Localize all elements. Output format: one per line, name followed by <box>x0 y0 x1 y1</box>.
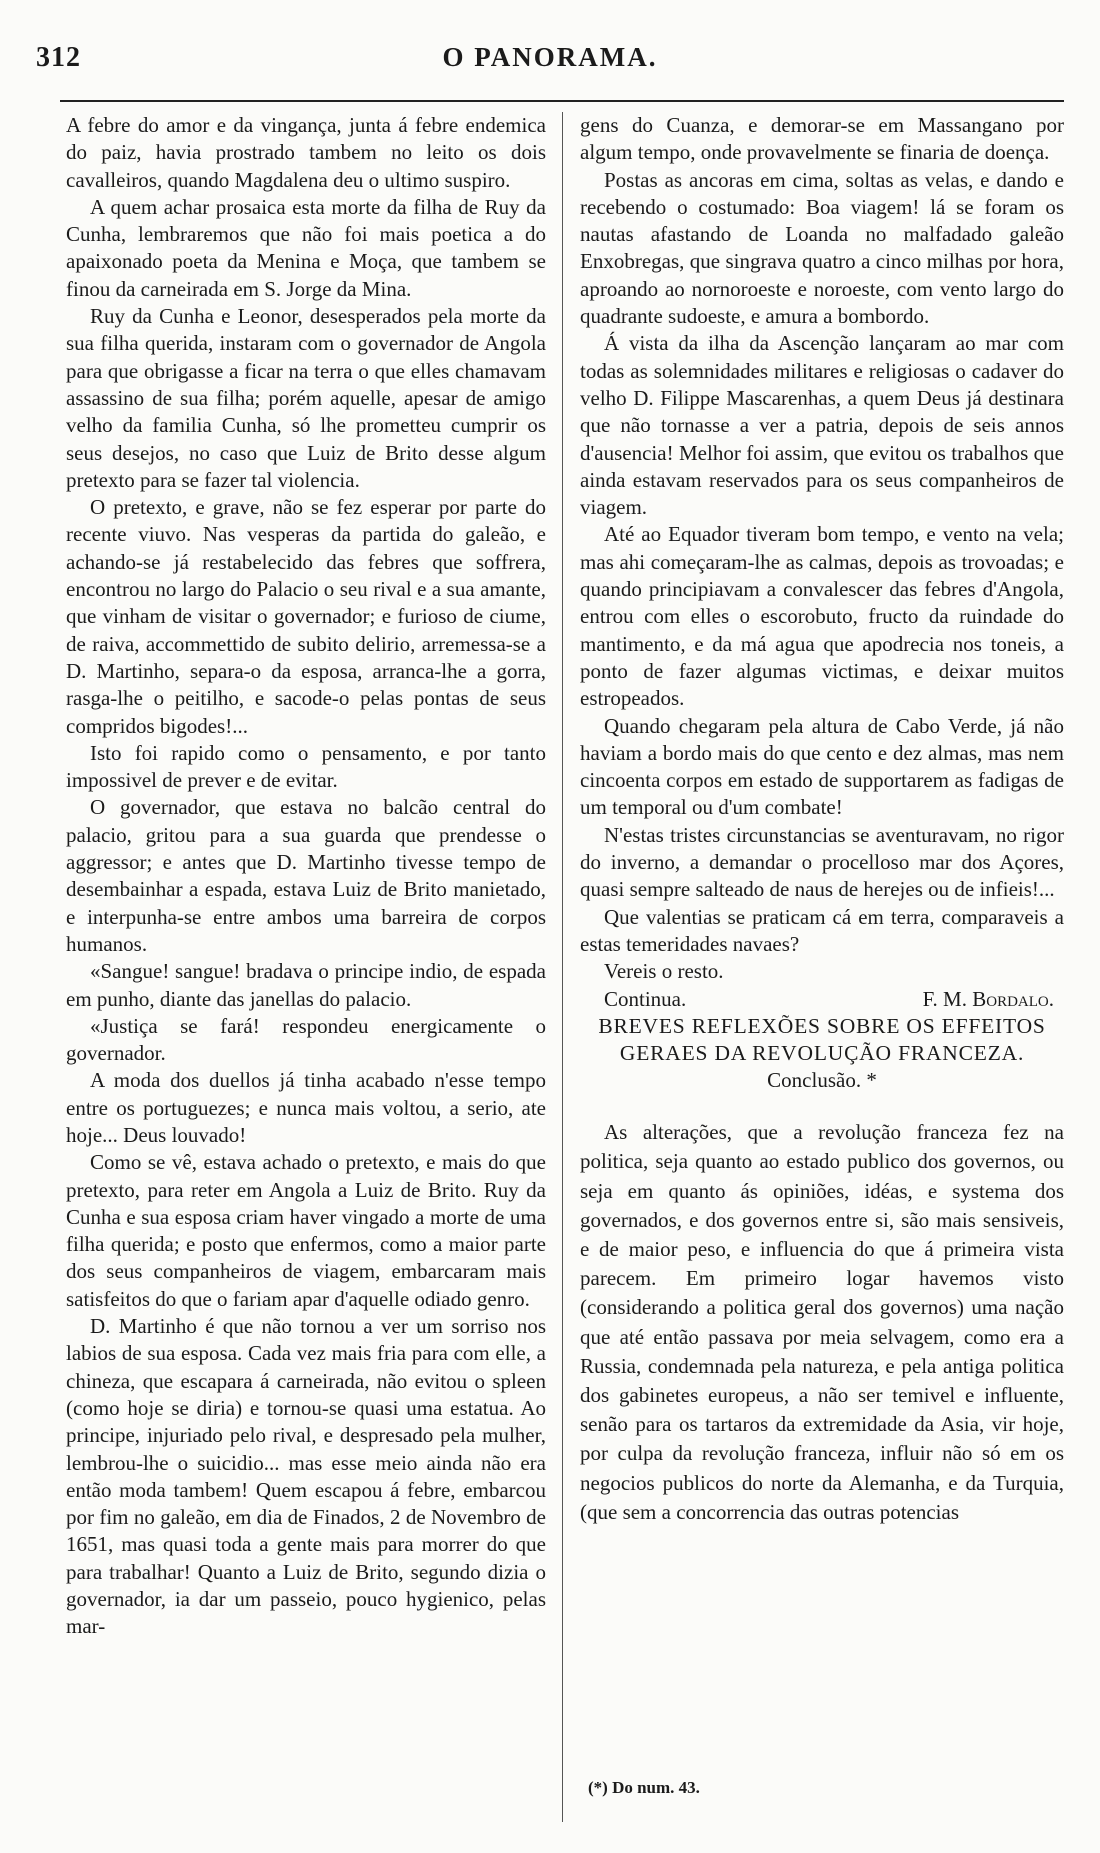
paragraph: As alterações, que a revolução franceza fez na politica, seja quanto ao estado publico dos governos, ou seja em quanto ás opiniões, idéas, e systema dos governados, e dos governos entre si, são mais sensiveis, e de maior peso, e influencia do que á primeira vista parecem. Em primeiro logar havemos visto (considerando a politica geral dos governos) uma nação que até então passava por meia selvagem, como era a Russia, condemnada pela natureza, e pela antiga politica dos gabinetes europeus, a não ser temivel e influente, senão para os tartaros da extremidade da Asia, vir hoje, por culpa da revolução franceza, influir não só em os negocios publicos do norte da Alemanha, e da Turquia, (que sem a concorrencia das outras potencias <box>580 1120 1064 1524</box>
paragraph: «Sangue! sangue! bradava o principe indio, de espada em punho, diante das janellas do palacio. <box>66 959 546 1011</box>
paragraph: O governador, que estava no balcão central do palacio, gritou para a sua guarda que prendesse o aggressor; e antes que D. Martinho tivesse tempo de desembainhar a espada, estava Luiz de Brito manietado, e interpunha-se entre ambos uma barreira de corpos humanos. <box>66 795 546 956</box>
paragraph: Vereis o resto. <box>604 959 724 984</box>
journal-title: O PANORAMA. <box>442 42 658 72</box>
paragraph: Postas as ancoras em cima, soltas as velas, e dando e recebendo o costumado: Boa viagem! lá se foram os nautas afastando de Loanda no malfadado galeão Enxobregas, que singrava quatro a cinco milhas por hora, aproando ao nornoroeste e noroeste, com vento largo do quadrante sudoeste, e amura a bombordo. <box>580 167 1064 329</box>
author-signature: F. M. Bordalo. <box>922 986 1054 1011</box>
paragraph: Até ao Equador tiveram bom tempo, e vento na vela; mas ahi começaram-lhe as calmas, depois as trovoadas; e quando principiavam a convalescer das febres d'Angola, entrou com elles o escorobuto, fructo da ruindade do mantimento, e da má agua que apodrecia nos toneis, a ponto de fazer algumas victimas, e deixar muitos estropeados. <box>580 522 1064 711</box>
paragraph: Como se vê, estava achado o pretexto, e mais do que pretexto, para reter em Angola a Luiz de Brito. Ruy da Cunha e sua esposa criam haver vingado a morte de uma filha querida; e posto que enfermos, como a maior parte dos seus companheiros de viagem, embarcaram mais satisfeitos do que o fariam apar d'aquelle odiado genro. <box>66 1150 546 1311</box>
paragraph: Ruy da Cunha e Leonor, desesperados pela morte da sua filha querida, instaram com o governador de Angola para que obrigasse a ficar na terra o que elles chamavam assassino de sua filha; porém aquelle, apesar de amigo velho da familia Cunha, só lhe prometteu cumprir os seus desejos, no caso que Luiz de Brito desse algum pretexto para se fazer tal violencia. <box>66 304 546 492</box>
paragraph: O pretexto, e grave, não se fez esperar por parte do recente viuvo. Nas vesperas da partida do galeão, e achando-se já restabelecido das febres que soffrera, encontrou no largo do Palacio o seu rival e a sua amante, que vinham de visitar o governador; e furioso de ciume, de raiva, accommettido de subito delirio, arremessa-se a D. Martinho, separa-o da esposa, arranca-lhe a gorra, rasga-lhe o peitilho, e sacode-o pelas pontas de seus compridos bigodes!... <box>66 495 546 738</box>
paragraph: D. Martinho é que não tornou a ver um sorriso nos labios de sua esposa. Cada vez mais fria para com elle, a chineza, que escapara á carneirada, não evitou o spleen (como hoje se diria) e tornou-se quasi uma estatua. Ao principe, injuriado pelo rival, e despresado pela mulher, lembrou-lhe o suicidio... mas esse meio ainda não era então moda tambem! Quem escapou á febre, embarcou por fim no galeão, em dia de Finados, 2 de Novembro de 1651, mas quasi toda a gente mais para morrer do que para trabalhar! Quanto a Luiz de Brito, segundo dizia o governador, ia dar um passeio, pouco hygienico, pelas mar- <box>66 1314 546 1639</box>
left-column <box>66 112 546 1641</box>
signature-line <box>580 986 1064 1013</box>
header-rule <box>60 100 1064 102</box>
page-header <box>36 42 1064 82</box>
paragraph: Á vista da ilha da Ascenção lançaram ao mar com todas as solemnidades militares e religiosas o cadaver do velho D. Filippe Mascarenhas, a quem Deus já destinara que não tornasse a ver a patria, depois de seis annos d'ausencia! Melhor foi assim, que evitou os trabalhos que ainda estavam reservados para os seus companheiros de viagem. <box>580 331 1064 520</box>
page-number: 312 <box>36 42 81 73</box>
continua-label: Continua. <box>604 986 687 1011</box>
article-body <box>580 1118 1064 1527</box>
article-heading: BREVES REFLEXÕES SOBRE OS EFFEITOS GERAES DA REVOLUÇÃO FRANCEZA. <box>598 1013 1046 1065</box>
paragraph: Quando chegaram pela altura de Cabo Verde, já não haviam a bordo mais do que cento e dez almas, mas nem cincoenta corpos em estado de supportarem as fadigas de um temporal ou d'um combate! <box>580 713 1064 820</box>
paragraph: gens do Cuanza, e demorar-se em Massangano por algum tempo, onde provavelmente se finaria de doença. <box>580 113 1064 165</box>
paragraph: Isto foi rapido como o pensamento, e por tanto impossivel de prever e de evitar. <box>66 740 546 793</box>
paragraph: N'estas tristes circunstancias se aventuravam, no rigor do inverno, a demandar o procelloso mar dos Açores, quasi sempre salteado de naus de herejes ou de infieis!... <box>580 822 1064 902</box>
paragraph: Que valentias se praticam cá em terra, comparaveis a estas temeridades navaes? <box>580 904 1064 956</box>
paragraph: A quem achar prosaica esta morte da filha de Ruy da Cunha, lembraremos que não foi mais poetica a do apaixonado poeta da Menina e Moça, que tambem se finou da carneirada em S. Jorge da Mina. <box>66 194 546 301</box>
paragraph: A moda dos duellos já tinha acabado n'esse tempo entre os portuguezes; e nunca mais voltou, a serio, ate hoje... Deus louvado! <box>66 1068 546 1147</box>
column-divider <box>562 112 563 1822</box>
article-subheading: Conclusão. * <box>767 1067 877 1092</box>
footnote: (*) Do num. 43. <box>588 1778 700 1797</box>
right-column <box>580 112 1064 1527</box>
paragraph: «Justiça se fará! respondeu energicamente o governador. <box>66 1013 546 1066</box>
paragraph: A febre do amor e da vingança, junta á febre endemica do paiz, havia prostrado tambem no leito os dois cavalleiros, quando Magdalena deu o ultimo suspiro. <box>66 113 546 192</box>
